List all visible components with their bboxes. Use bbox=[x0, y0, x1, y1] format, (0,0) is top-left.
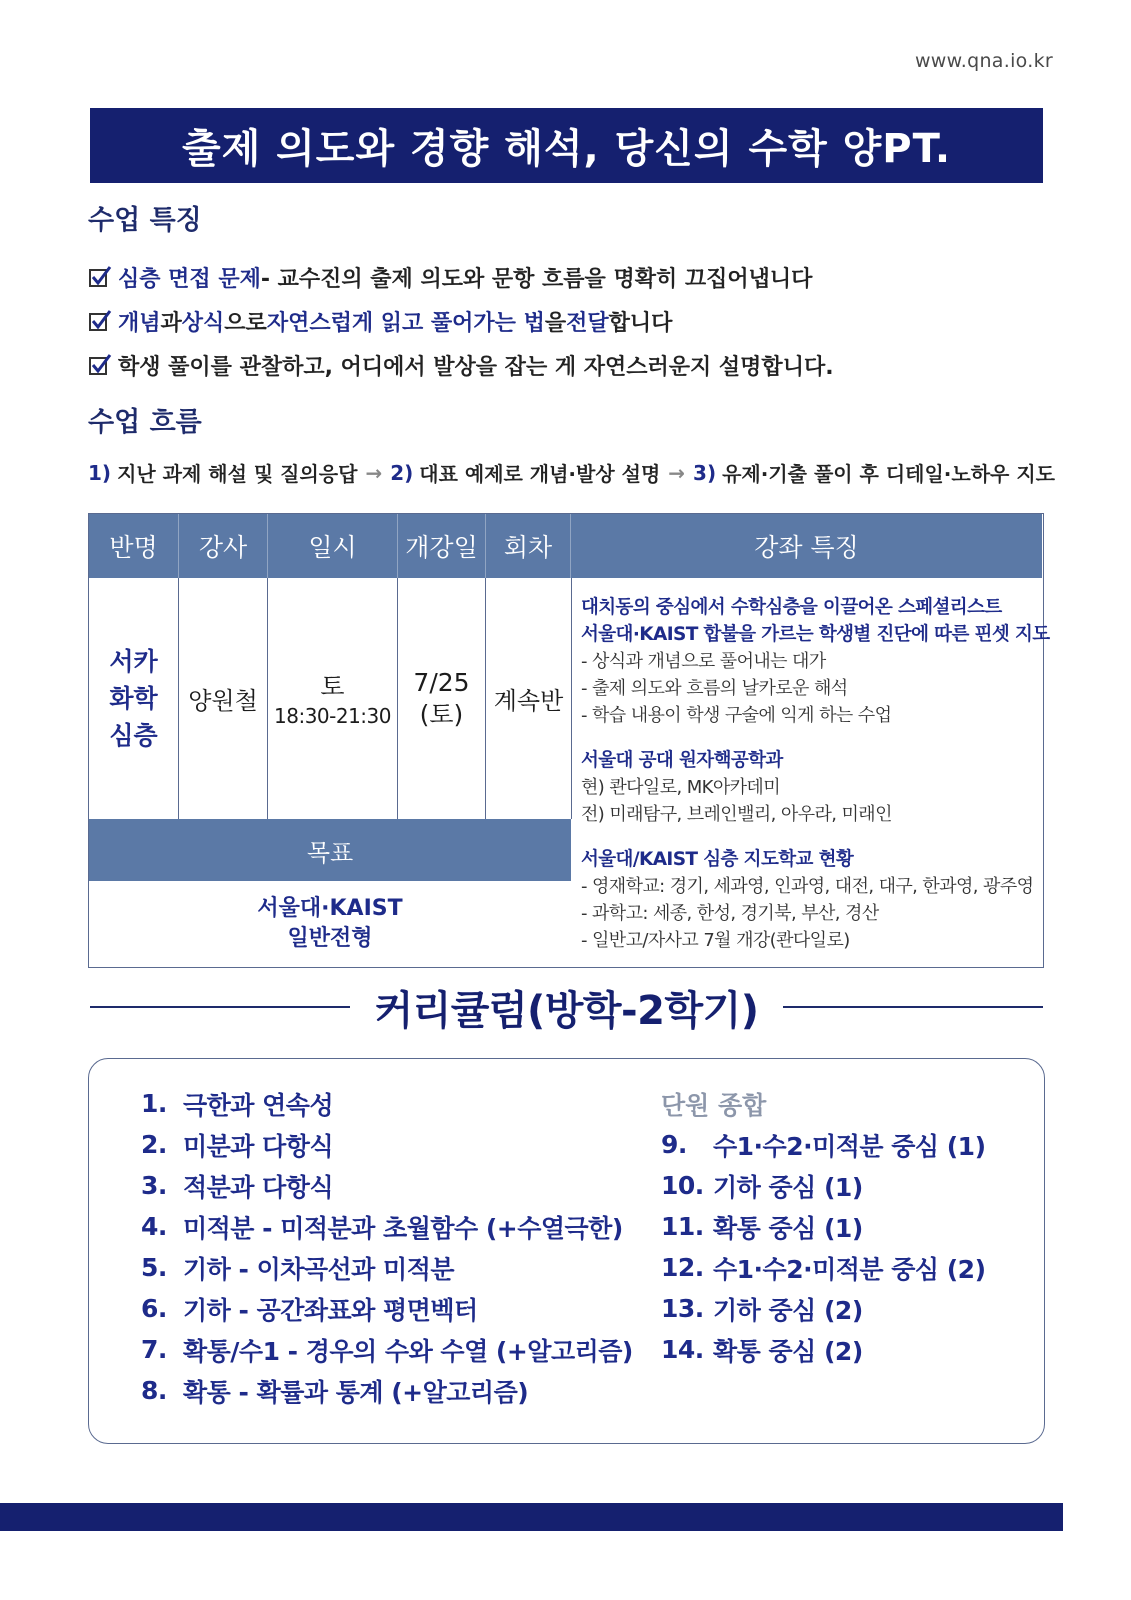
curriculum-item bbox=[661, 1206, 986, 1247]
curriculum-item-text: 확통 - 확률과 통계 (+알고리즘) bbox=[183, 1377, 529, 1407]
class-name-line: 화학 bbox=[109, 684, 158, 713]
curriculum-item-number: 11. bbox=[661, 1212, 704, 1241]
curriculum-item-number: 2. bbox=[141, 1130, 167, 1159]
column-divider bbox=[571, 578, 572, 819]
curriculum-item bbox=[141, 1288, 633, 1329]
curriculum-item-number: 3. bbox=[141, 1171, 167, 1200]
curriculum-item-text: 적분과 다항식 bbox=[183, 1172, 334, 1202]
time-cell bbox=[268, 578, 398, 819]
curriculum-item-number: 5. bbox=[141, 1253, 167, 1282]
curriculum-item bbox=[141, 1124, 633, 1165]
curriculum-item bbox=[141, 1247, 633, 1288]
curriculum-item-text: 기하 - 공간좌표와 평면벡터 bbox=[183, 1295, 478, 1325]
class-day: 토 bbox=[320, 671, 345, 701]
curriculum-item bbox=[661, 1124, 986, 1165]
unit-summary-label: 단원 종합 bbox=[661, 1090, 767, 1120]
footer-bar bbox=[0, 1503, 1063, 1531]
curriculum-item-number: 4. bbox=[141, 1212, 167, 1241]
goal-header: 목표 bbox=[89, 819, 571, 881]
round-cell bbox=[486, 578, 571, 819]
feature-highlight: 자연스럽게 읽고 풀어가는 법 bbox=[266, 310, 545, 336]
class-name-cell bbox=[89, 578, 179, 819]
curriculum-item-text: 기하 중심 (2) bbox=[713, 1295, 863, 1325]
desc-point: - 출제 의도와 흐름의 날카로운 해석 bbox=[581, 678, 848, 699]
desc-profile-line: 전) 미래탐구, 브레인밸리, 아우라, 미래인 bbox=[581, 804, 892, 825]
flow-step-number: 3) bbox=[693, 460, 717, 485]
header-class: 반명 bbox=[89, 514, 179, 578]
right-arrow-icon: → bbox=[365, 460, 383, 485]
feature-text: 합니다 bbox=[608, 310, 673, 336]
desc-school-line: - 과학고: 세종, 한성, 경기북, 부산, 경산 bbox=[581, 903, 879, 924]
curriculum-box bbox=[88, 1058, 1045, 1444]
feature-highlight: 전달 bbox=[566, 310, 609, 336]
right-arrow-icon: → bbox=[668, 460, 686, 485]
feature-text: 으로 bbox=[224, 310, 267, 336]
teacher-cell bbox=[179, 578, 268, 819]
curriculum-list-left bbox=[141, 1083, 633, 1411]
curriculum-item-text: 기하 - 이차곡선과 미적분 bbox=[183, 1254, 454, 1284]
site-url: www.qna.io.kr bbox=[914, 50, 1053, 72]
curriculum-item bbox=[141, 1165, 633, 1206]
curriculum-item bbox=[141, 1083, 633, 1124]
curriculum-right bbox=[661, 1083, 986, 1370]
header-time: 일시 bbox=[268, 514, 398, 578]
flow-heading: 수업 흐름 bbox=[88, 407, 202, 438]
goal-cell bbox=[89, 881, 571, 966]
feature-highlight: 상식 bbox=[181, 310, 225, 336]
goal-line: 서울대·KAIST bbox=[257, 895, 403, 921]
course-table bbox=[88, 513, 1050, 968]
curriculum-item-text: 확통 중심 (1) bbox=[713, 1213, 863, 1243]
features-heading: 수업 특징 bbox=[88, 205, 202, 236]
curriculum-item-number: 7. bbox=[141, 1335, 167, 1364]
flow-step-text: 대표 예제로 개념·발상 설명 bbox=[419, 462, 661, 486]
course-row bbox=[89, 578, 571, 819]
desc-profile-line: 현) 콴다일로, MK아카데미 bbox=[581, 777, 781, 798]
checkbox-checked-icon bbox=[88, 265, 112, 289]
curriculum-title: 커리큘럼(방학-2학기) bbox=[374, 987, 759, 1034]
curriculum-item bbox=[141, 1206, 633, 1247]
flow-step-number: 1) bbox=[88, 460, 112, 485]
feature-item bbox=[88, 299, 1048, 343]
feature-item bbox=[88, 343, 1048, 387]
curriculum-item-number: 8. bbox=[141, 1376, 167, 1405]
title-rule-right bbox=[783, 1006, 1043, 1008]
desc-intro-strong: 대치동의 중심에서 수학심층을 이끌어온 스페셜리스트 bbox=[581, 597, 1002, 618]
feature-text: 학생 풀이를 관찰하고, 어디에서 발상을 잡는 게 자연스러운지 설명합니다. bbox=[118, 354, 834, 380]
curriculum-item bbox=[661, 1288, 986, 1329]
features-list bbox=[88, 255, 1048, 387]
desc-intro-strong: 서울대·KAIST 합불을 가르는 학생별 진단에 따른 핀셋 지도 bbox=[581, 624, 1050, 645]
desc-point: - 학습 내용이 학생 구술에 익게 하는 수업 bbox=[581, 705, 892, 726]
curriculum-item-text: 미적분 - 미적분과 초월함수 (+수열극한) bbox=[183, 1213, 623, 1243]
class-hours: 18:30-21:30 bbox=[274, 703, 391, 728]
page-banner: 출제 의도와 경향 해석, 당신의 수학 양PT. bbox=[90, 108, 1043, 183]
curriculum-item bbox=[661, 1329, 986, 1370]
curriculum-item-number: 12. bbox=[661, 1253, 704, 1282]
curriculum-item-number: 6. bbox=[141, 1294, 167, 1323]
course-table-header bbox=[89, 514, 1042, 578]
feature-text: - 교수진의 출제 의도와 문항 흐름을 명확히 끄집어냅니다 bbox=[260, 266, 813, 292]
header-teacher: 강사 bbox=[179, 514, 268, 578]
open-date: 7/25 bbox=[413, 667, 470, 697]
open-date-cell bbox=[398, 578, 486, 819]
curriculum-item bbox=[661, 1165, 986, 1206]
feature-highlight: 심층 면접 문제 bbox=[118, 266, 261, 292]
curriculum-item-number: 14. bbox=[661, 1335, 704, 1364]
feature-item bbox=[88, 255, 1048, 299]
class-name-line: 서카 bbox=[109, 647, 158, 676]
header-round: 회차 bbox=[486, 514, 571, 578]
curriculum-item-text: 미분과 다항식 bbox=[183, 1131, 334, 1161]
curriculum-list-right bbox=[661, 1124, 986, 1370]
flow-step-text: 유제·기출 풀이 후 디테일·노하우 지도 bbox=[722, 462, 1055, 486]
class-name-line: 심층 bbox=[109, 721, 158, 750]
desc-profile-strong: 서울대 공대 원자핵공학과 bbox=[581, 750, 783, 771]
header-features: 강좌 특징 bbox=[754, 533, 859, 562]
header-open-date: 개강일 bbox=[398, 514, 486, 578]
curriculum-item-text: 극한과 연속성 bbox=[183, 1090, 334, 1120]
course-description bbox=[581, 594, 1050, 954]
class-flow bbox=[88, 458, 1055, 487]
checkbox-checked-icon bbox=[88, 309, 112, 333]
curriculum-item-number: 9. bbox=[661, 1130, 687, 1159]
teacher-name: 양원철 bbox=[188, 687, 258, 715]
curriculum-item-number: 13. bbox=[661, 1294, 704, 1323]
desc-schools-strong: 서울대/KAIST 심층 지도학교 현황 bbox=[581, 849, 854, 870]
flow-step-text: 지난 과제 해설 및 질의응답 bbox=[117, 462, 358, 486]
curriculum-item-text: 수1·수2·미적분 중심 (1) bbox=[713, 1131, 986, 1161]
curriculum-item-number: 10. bbox=[661, 1171, 704, 1200]
desc-school-line: - 일반고/자사고 7월 개강(콴다일로) bbox=[581, 930, 850, 951]
curriculum-item bbox=[141, 1329, 633, 1370]
curriculum-item-text: 확통/수1 - 경우의 수와 수열 (+알고리즘) bbox=[183, 1336, 633, 1366]
desc-point: - 상식과 개념으로 풀어내는 대가 bbox=[581, 651, 826, 672]
title-rule-left bbox=[90, 1006, 350, 1008]
curriculum-item-text: 확통 중심 (2) bbox=[713, 1336, 863, 1366]
open-weekday: (토) bbox=[419, 699, 464, 729]
curriculum-title-row bbox=[90, 975, 1043, 1039]
curriculum-item bbox=[141, 1370, 633, 1411]
curriculum-item-text: 기하 중심 (1) bbox=[713, 1172, 863, 1202]
feature-highlight: 개념 bbox=[118, 310, 161, 336]
round-text: 계속반 bbox=[493, 687, 564, 715]
checkbox-checked-icon bbox=[88, 353, 112, 377]
curriculum-item-number: 1. bbox=[141, 1089, 167, 1118]
desc-school-line: - 영재학교: 경기, 세과영, 인과영, 대전, 대구, 한과영, 광주영 bbox=[581, 876, 1034, 897]
curriculum-item-text: 수1·수2·미적분 중심 (2) bbox=[713, 1254, 986, 1284]
goal-line: 일반전형 bbox=[287, 925, 373, 951]
feature-text: 과 bbox=[160, 310, 182, 336]
flow-step-number: 2) bbox=[390, 460, 414, 485]
curriculum-item bbox=[661, 1247, 986, 1288]
feature-text: 을 bbox=[544, 310, 567, 336]
